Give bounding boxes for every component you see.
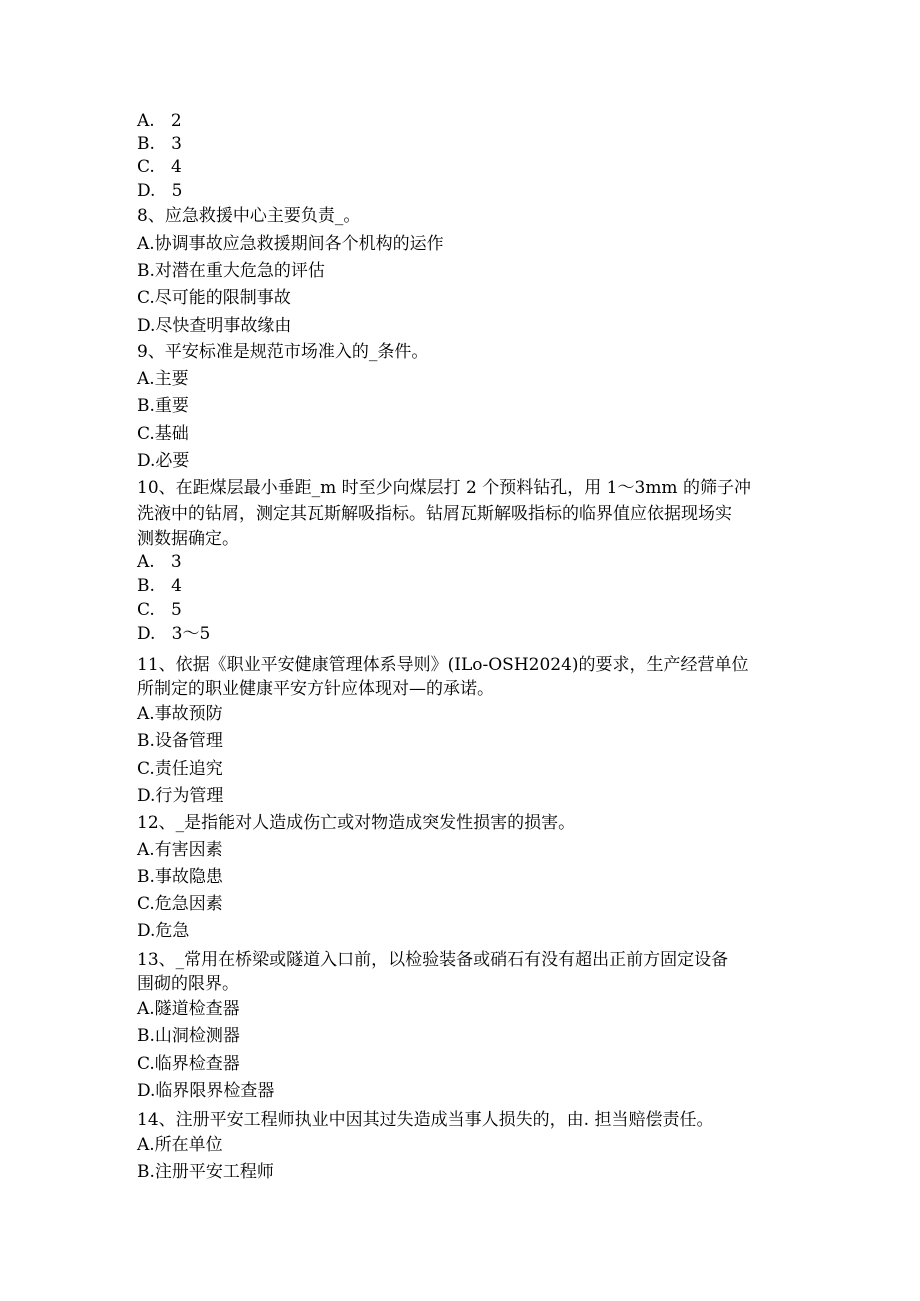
option-line: D.尽快查明事故缘由 <box>137 316 292 336</box>
option-line: D.危急 <box>137 921 190 941</box>
question-line: 11、依据《职业平安健康管理体系导则》(ILo-OSH2024)的要求，生产经营单位 <box>137 655 749 675</box>
option-line: A.所在单位 <box>137 1135 223 1155</box>
option-line: B.对潜在重大危急的评估 <box>137 261 325 281</box>
option-line: D.必要 <box>137 451 190 471</box>
question-line: 测数据确定。 <box>137 529 239 549</box>
question-line: 12、_是指能对人造成伤亡或对物造成突发性损害的损害。 <box>137 813 576 833</box>
option-line: A. 3 <box>137 552 182 572</box>
option-line: C.危急因素 <box>137 894 223 914</box>
option-line: C. 4 <box>137 157 182 177</box>
question-line: 所制定的职业健康平安方针应体现对—的承诺。 <box>137 679 494 699</box>
option-line: D. 5 <box>137 181 183 201</box>
option-line: C.临界检查器 <box>137 1054 240 1074</box>
option-line: B.事故隐患 <box>137 867 223 887</box>
option-line: C. 5 <box>137 600 182 620</box>
question-line: 围砌的限界。 <box>137 974 239 994</box>
option-line: A.主要 <box>137 369 189 389</box>
option-line: A.事故预防 <box>137 704 223 724</box>
option-line: D.行为管理 <box>137 786 224 806</box>
option-line: D.临界限界检查器 <box>137 1081 275 1101</box>
option-line: B. 3 <box>137 134 182 154</box>
option-line: D. 3～5 <box>137 624 211 644</box>
option-line: B.山洞检测器 <box>137 1026 240 1046</box>
question-line: 9、平安标准是规范市场准入的_条件。 <box>137 342 429 362</box>
question-line: 8、应急救援中心主要负责_。 <box>137 206 361 226</box>
option-line: A.协调事故应急救援期间各个机构的运作 <box>137 234 444 254</box>
option-line: C.基础 <box>137 424 189 444</box>
question-line: 13、_常用在桥梁或隧道入口前，以检验装备或硝石有没有超出正前方固定设备 <box>137 950 729 970</box>
question-line: 洗液中的钻屑，测定其瓦斯解吸指标。钻屑瓦斯解吸指标的临界值应依据现场实 <box>137 504 732 524</box>
question-line: 10、在距煤层最小垂距_m 时至少向煤层打 2 个预料钻孔，用 1～3mm 的筛子冲 <box>137 478 751 498</box>
option-line: A.隧道检查器 <box>137 999 240 1019</box>
option-line: A. 2 <box>137 111 182 131</box>
option-line: C.尽可能的限制事故 <box>137 288 291 308</box>
question-line: 14、注册平安工程师执业中因其过失造成当事人损失的，由. 担当赔偿责任。 <box>137 1110 714 1130</box>
option-line: B.设备管理 <box>137 731 223 751</box>
option-line: B.重要 <box>137 396 189 416</box>
option-line: B. 4 <box>137 576 182 596</box>
option-line: A.有害因素 <box>137 840 223 860</box>
option-line: C.责任追究 <box>137 759 223 779</box>
option-line: B.注册平安工程师 <box>137 1162 274 1182</box>
